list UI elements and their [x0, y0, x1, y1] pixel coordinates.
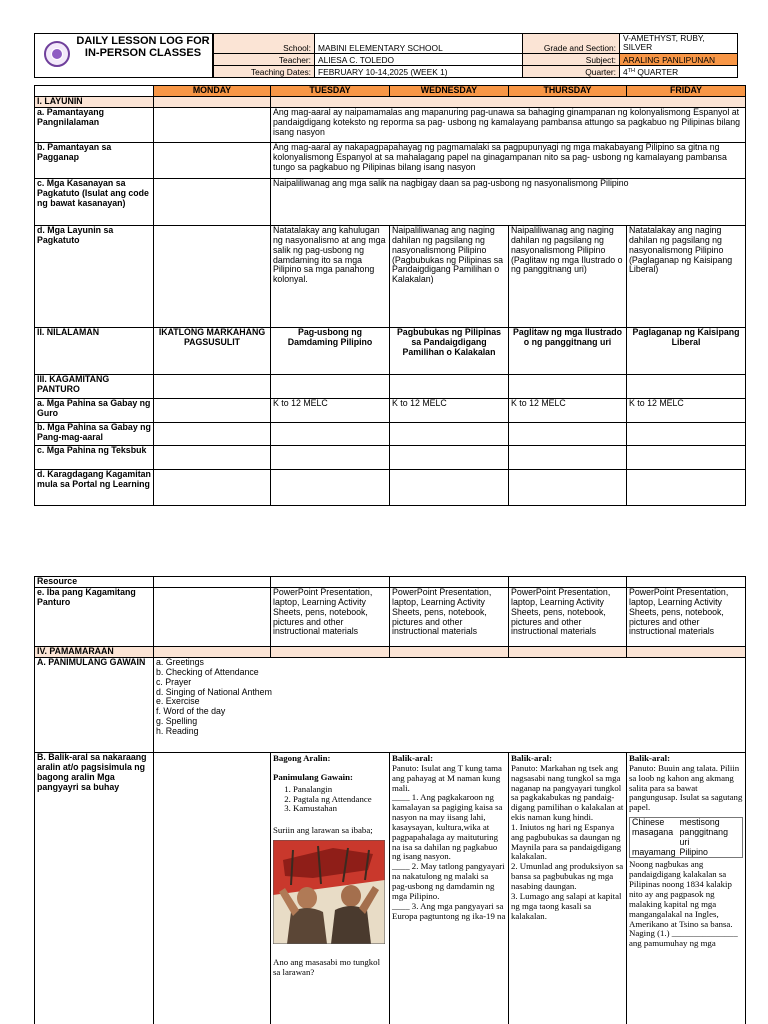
routine-item: h. Reading [156, 725, 199, 736]
section-kagamitan: III. KAGAMITANG PANTURO [35, 375, 154, 399]
routine-item: b. Checking of Attendance [156, 666, 259, 677]
document-title [75, 35, 211, 60]
row-label-balik-aral: B. Balik-aral sa nakaraang aralin at/o pagsisimula ng bagong aralin Mga pangyayri sa buhay [35, 753, 154, 1024]
row-label-iba-pang-kagamitan: e. Iba pang Kagamitang Panturo [35, 588, 154, 647]
picture-question: Ano ang masasabi mo tungkol sa larawan? [273, 956, 381, 977]
day-friday: FRIDAY [627, 86, 746, 97]
kasanayan-text: Naipaliliwanag ang mga salik na nagbigay daan sa pag-usbong ng nasyonalismong Pilipino [271, 179, 746, 226]
balik-aral-title: Balik-aral: [392, 753, 434, 763]
bagong-aralin-title: Bagong Aralin: [273, 753, 331, 763]
balik-aral-friday-paragraph: Noong nagbukas ang pandaigdigang kalakalan sa Pilipinas noong 1834 kalakip nito ay ang pagpasok ng malaking kapital ng mga mangangalakal na Ingles, Amerikano at Tsino sa bansa. Naging (1.) _______________ ang pamumuhay ng mga [629, 859, 738, 949]
section-pamamaraan: IV. PAMAMARAAN [35, 647, 154, 658]
day-header-row [35, 86, 746, 97]
balik-aral-tuesday [271, 753, 390, 1024]
layunin-tuesday: Natatalakay ang kahulugan ng nasyonalismo at ang mga salik ng pag-usbong ng damdaming ito sa mga Pilipino sa mga panahong kolonyal. [271, 226, 390, 328]
pamantayan-pagganap-text: Ang mag-aaral ay nakapagpapahayag ng pagmamalaki sa pagpupunyagi ng mga makabayang Pilipino sa gitna ng kolonyalismong Espanyol at sa mahalagang papel na ginagampanan nito sa pag- usbong ng kamalayang pambansa tungo sa pagkabuo ng Pilipinas bilang isang nasyon [271, 143, 746, 179]
quarter-value: 4TH QUARTER [620, 66, 738, 78]
nilalaman-monday: IKATLONG MARKAHANG PAGSUSULIT [154, 328, 271, 375]
row-label-layunin-pagkatuto: d. Mga Layunin sa Pagkatuto [35, 226, 154, 328]
routine-list [154, 658, 746, 753]
gabay-guro-thursday: K to 12 MELC [509, 399, 627, 423]
row-label-resource: Resource [35, 577, 154, 588]
nilalaman-wednesday: Pagbubukas ng Pilipinas sa Pandaigdigang Pamilihan o Kalakalan [390, 328, 509, 375]
revolution-poster-picture [273, 840, 385, 944]
dates-label: Teaching Dates: [214, 66, 315, 78]
balik-aral-title: Balik-aral: [629, 753, 671, 763]
title-line-1: DAILY LESSON LOG FOR [76, 35, 210, 47]
row-label-gabay-mag-aaral: b. Mga Pahina sa Gabay ng Pang-mag-aaral [35, 423, 154, 446]
quarter-label: Quarter: [523, 66, 620, 78]
teacher-value: ALIESA C. TOLEDO [315, 54, 523, 66]
day-monday: MONDAY [154, 86, 271, 97]
day-tuesday: TUESDAY [271, 86, 390, 97]
day-thursday: THURSDAY [509, 86, 627, 97]
layunin-thursday: Naipaliliwanag ang naging dahilan ng pagsilang ng nasyonalismong Pilipino (Paglitaw ng mga Ilustrado o ng panggitnang uri) [509, 226, 627, 328]
panimulang-gawain-list [293, 785, 387, 815]
balik-aral-wednesday-text: Panuto: Isulat ang T kung tama ang pahayag at M naman kung mali. ____ 1. Ang pagkakaroon ng kamalayan sa pagiging kaisa sa nasyon na may iisang lahi, kasaysayan, kultura,wika at pagpapahalaga ay maituturing na isa sa dahilan ng pagkabuo ng isang nasyon. ____ 2. May tatlong pangyayari na nakatulong ng malaki sa pag-usbong ng damdamin ng mga Pilipino. ____ 3. Ang mga pangyayari sa Europa pagtuntong ng ika-19 na [392, 762, 506, 921]
subject-value: ARALING PANLIPUNAN [620, 54, 738, 66]
picture-instruction: Suriin ang larawan sa ibaba; [273, 825, 373, 836]
section-layunin: I. LAYUNIN [35, 97, 154, 108]
layunin-friday: Natatalakay ang naging dahilan ng pagsilang ng nasyonalismong Pilipino (Paglaganap ng Kaisipang Liberal) [627, 226, 746, 328]
header-info-table [213, 33, 738, 78]
title-box [34, 33, 213, 78]
balik-aral-friday [627, 753, 746, 1024]
grade-value: V-AMETHYST, RUBY, SILVER [620, 34, 738, 54]
layunin-wednesday: Naipaliliwanag ang naging dahilan ng pagsilang ng nasyonalismong Pilipino (Pagbubukas ng Pilipinas sa Pandaigdigang Pamilihan o Kalakalan) [390, 226, 509, 328]
row-label-teksbuk: c. Mga Pahina ng Teksbuk [35, 446, 154, 470]
row-label-pamantayang-pangnilalaman: a. Pamantayang Pangnilalaman [35, 108, 154, 143]
school-label: School: [214, 34, 315, 54]
routine-item: a. Greetings [156, 657, 204, 667]
routine-item: e. Exercise [156, 696, 200, 707]
school-value: MABINI ELEMENTARY SCHOOL [315, 34, 523, 54]
gabay-guro-wednesday: K to 12 MELC [390, 399, 509, 423]
balik-aral-thursday [509, 753, 627, 1024]
word-choice-box: Chinese mestisong masagana panggitnang uri mayamang Pilipino [629, 817, 743, 858]
row-label-kasanayan: c. Mga Kasanayan sa Pagkatuto (Isulat ang code ng bawat kasanayan) [35, 179, 154, 226]
gabay-guro-tuesday: K to 12 MELC [271, 399, 390, 423]
title-line-2: IN-PERSON CLASSES [84, 47, 202, 60]
row-label-pamantayan-pagganap: b. Pamantayan sa Pagganap [35, 143, 154, 179]
row-label-panimulang-gawain: A. PANIMULANG GAWAIN [35, 658, 154, 753]
routine-item: c. Prayer [156, 676, 192, 687]
gabay-guro-friday: K to 12 MELC [627, 399, 746, 423]
section-nilalaman: II. NILALAMAN [35, 328, 154, 375]
dates-value: FEBRUARY 10-14,2025 (WEEK 1) [315, 66, 523, 78]
grade-label: Grade and Section: [523, 34, 620, 54]
list-item: 2. Pagtala ng Attendance [293, 795, 387, 805]
list-item: 1. Panalangin [293, 785, 387, 795]
subject-label: Subject: [523, 54, 620, 66]
list-item: 3. Kamustahan [293, 804, 387, 814]
row-label-gabay-guro: a. Mga Pahina sa Gabay ng Guro [35, 399, 154, 423]
routine-item: f. Word of the day [156, 706, 226, 717]
day-wednesday: WEDNESDAY [390, 86, 509, 97]
balik-aral-wednesday [390, 753, 509, 1024]
materials-wednesday: PowerPoint Presentation, laptop, Learning Activity Sheets, pens, notebook, pictures and other instructional materials [390, 588, 509, 647]
lesson-grid-top [34, 85, 746, 506]
teacher-label: Teacher: [214, 54, 315, 66]
panimulang-gawain-title: Panimulang Gawain: [273, 771, 353, 782]
row-label-karagdagang-kagamitan: d. Karagdagang Kagamitan mula sa Portal ng Learning [35, 470, 154, 506]
materials-thursday: PowerPoint Presentation, laptop, Learning Activity Sheets, pens, notebook, pictures and other instructional materials [509, 588, 627, 647]
materials-friday: PowerPoint Presentation, laptop, Learning Activity Sheets, pens, notebook, pictures and other instructional materials [627, 588, 746, 647]
lesson-grid-bottom [34, 576, 746, 1024]
nilalaman-friday: Paglaganap ng Kaisipang Liberal [627, 328, 746, 375]
balik-aral-thursday-text: Panuto: Markahan ng tsek ang nagsasabi nang tungkol sa mga naganap na pangyayari tungkol sa pagkakabukas ng pandaig-digang pamilihan o kalakalan at ekis naman kung hindi. 1. Iniutos ng hari ng Espanya ang pagbubukas sa daungan ng Maynila para sa pandaigdigang kalakalan. 2. Umunlad ang produksiyon sa bansa sa pagbubukas ng mga nasabing daungan. 3. Lumago ang salapi at kapital ng mga taong kasali sa kalakalan. [511, 762, 624, 921]
nilalaman-thursday: Paglitaw ng mga Ilustrado o ng panggitnang uri [509, 328, 627, 375]
pamantayang-pangnilalaman-text: Ang mag-aaral ay naipamamalas ang mapanuring pag-unawa sa bahaging ginampanan ng kolonyalismong Espanyol at pandaigdigang koteksto ng reporma sa pag- usbong ng kamalayang pambansa attungo sa pagkabuo ng Pilipinas bilang isang nasyon [271, 108, 746, 143]
routine-item: d. Singing of National Anthem [156, 686, 272, 697]
routine-item: g. Spelling [156, 716, 198, 727]
balik-aral-friday-instruction: Panuto: Buuin ang talata. Piliin sa loob ng kahon ang akmang salita para sa bawat pangungusap. Isulat sa sagutang papel. [629, 762, 743, 813]
nilalaman-tuesday: Pag-usbong ng Damdaming Pilipino [271, 328, 390, 375]
header-block [34, 33, 737, 78]
balik-aral-title: Balik-aral: [511, 753, 553, 763]
school-seal-icon [44, 41, 70, 67]
materials-tuesday: PowerPoint Presentation, laptop, Learning Activity Sheets, pens, notebook, pictures and other instructional materials [271, 588, 390, 647]
